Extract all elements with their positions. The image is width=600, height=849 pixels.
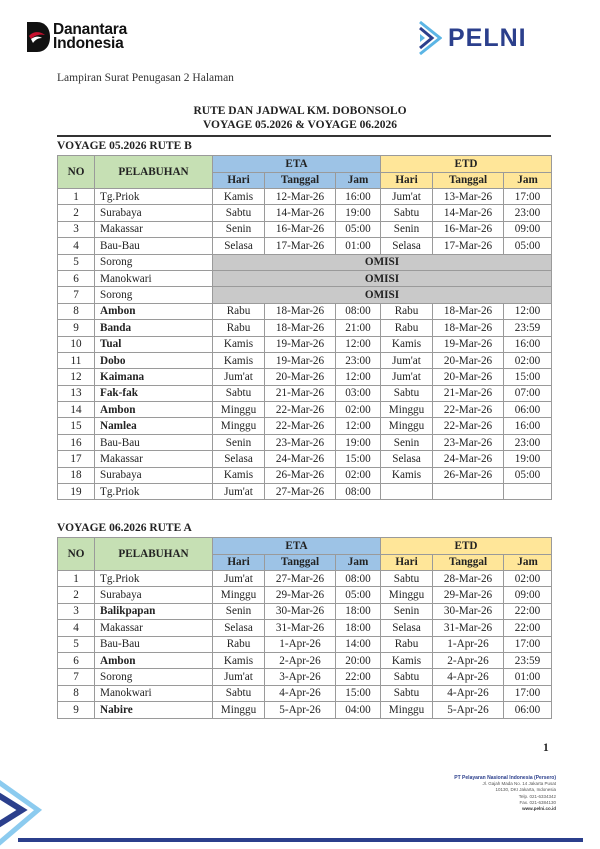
cell-etd-date: 4-Apr-26 [433,685,504,701]
cell-no: 13 [58,385,95,401]
table-row [58,254,552,270]
cell-port: Ambon [95,303,213,319]
table-row [58,336,552,352]
cell-etd-day: Minggu [381,418,433,434]
cell-etd-date: 1-Apr-26 [433,636,504,652]
cell-no: 9 [58,702,95,718]
cell-port: Bau-Bau [95,434,213,450]
table-row [58,484,552,500]
cell-etd-date: 23-Mar-26 [433,434,504,450]
document-title-line2: VOYAGE 05.2026 & VOYAGE 06.2026 [202,119,397,131]
col-header-eta-date: Tanggal [265,554,336,571]
cell-port: Tg.Priok [95,189,213,205]
cell-eta-date: 27-Mar-26 [265,571,336,587]
table-row [58,369,552,385]
cell-port: Makassar [95,451,213,467]
cell-eta-date: 30-Mar-26 [265,603,336,619]
cell-eta-time: 02:00 [336,467,381,483]
cell-etd-time: 02:00 [504,571,552,587]
cell-port: Manokwari [95,685,213,701]
table-row [58,270,552,286]
cell-port: Dobo [95,352,213,368]
document-title-line1: RUTE DAN JADWAL KM. DOBONSOLO [193,105,407,117]
cell-etd-time: 22:00 [504,603,552,619]
cell-eta-time: 18:00 [336,603,381,619]
cell-port: Sorong [95,669,213,685]
cell-eta-day: Kamis [213,336,265,352]
cell-etd-day: Senin [381,221,433,237]
cell-port: Tual [95,336,213,352]
cell-etd-day: Senin [381,603,433,619]
cell-eta-date: 19-Mar-26 [265,336,336,352]
cell-eta-date: 20-Mar-26 [265,369,336,385]
cell-etd-day: Minggu [381,402,433,418]
cell-no: 14 [58,402,95,418]
cell-etd-date: 17-Mar-26 [433,238,504,254]
cell-port: Makassar [95,221,213,237]
cell-etd-day: Jum'at [381,369,433,385]
cell-eta-day: Minggu [213,587,265,603]
cell-etd-time: 12:00 [504,303,552,319]
company-fax: Fax. 021-6384130 [519,799,556,805]
cell-eta-time: 05:00 [336,221,381,237]
cell-no: 4 [58,238,95,254]
voyage1-rows [58,189,552,500]
cell-omisi: OMISI [213,287,552,303]
table-row [58,702,552,718]
table-row [58,636,552,652]
col-header-eta-date: Tanggal [265,172,336,189]
cell-etd-day: Rabu [381,636,433,652]
col-header-etd: ETD [381,538,552,555]
cell-port: Tg.Priok [95,484,213,500]
cell-eta-day: Jum'at [213,669,265,685]
cell-port: Tg.Priok [95,571,213,587]
cell-eta-time: 02:00 [336,402,381,418]
col-header-eta-day: Hari [213,172,265,189]
cell-etd-time: 17:00 [504,189,552,205]
table-row [58,221,552,237]
cell-port: Ambon [95,402,213,418]
cell-etd-time: 17:00 [504,685,552,701]
table-row [58,669,552,685]
cell-eta-time: 22:00 [336,669,381,685]
voyage1-title: VOYAGE 05.2026 RUTE B [57,140,192,152]
cell-etd-time [504,484,552,500]
cell-etd-time: 15:00 [504,369,552,385]
cell-etd-date: 29-Mar-26 [433,587,504,603]
cell-eta-time: 15:00 [336,451,381,467]
cell-eta-date: 12-Mar-26 [265,189,336,205]
cell-eta-day: Rabu [213,320,265,336]
cell-eta-day: Rabu [213,303,265,319]
col-header-etd-time: Jam [504,172,552,189]
cell-port: Banda [95,320,213,336]
cell-no: 1 [58,571,95,587]
table-row [58,287,552,303]
cell-eta-day: Kamis [213,352,265,368]
company-address-block [454,775,556,812]
cell-etd-time: 19:00 [504,451,552,467]
cell-etd-time: 23:00 [504,434,552,450]
cell-eta-time: 18:00 [336,620,381,636]
cell-etd-time: 16:00 [504,336,552,352]
cell-etd-date: 5-Apr-26 [433,702,504,718]
cell-eta-time: 08:00 [336,571,381,587]
table-row [58,189,552,205]
col-header-etd-day: Hari [381,172,433,189]
cell-port: Nabire [95,702,213,718]
cell-etd-date: 14-Mar-26 [433,205,504,221]
cell-eta-day: Jum'at [213,484,265,500]
cell-etd-day: Minggu [381,587,433,603]
cell-etd-day: Jum'at [381,189,433,205]
col-header-eta-time: Jam [336,172,381,189]
cell-etd-day: Jum'at [381,352,433,368]
cell-etd-date: 22-Mar-26 [433,418,504,434]
cell-eta-day: Minggu [213,418,265,434]
cell-omisi: OMISI [213,254,552,270]
pelni-wordmark: PELNI [448,23,527,52]
voyage2-schedule-table [57,537,552,719]
cell-etd-time: 05:00 [504,467,552,483]
table-row [58,603,552,619]
cell-eta-day: Jum'at [213,369,265,385]
cell-eta-date: 21-Mar-26 [265,385,336,401]
voyage2-rows [58,571,552,719]
cell-port: Kaimana [95,369,213,385]
col-header-eta: ETA [213,156,381,173]
company-address-line2: 10130, DKI Jakarta, Indonesia [495,787,556,793]
cell-etd-time: 02:00 [504,352,552,368]
cell-etd-date: 4-Apr-26 [433,669,504,685]
cell-etd-time: 06:00 [504,702,552,718]
cell-etd-time: 06:00 [504,402,552,418]
cell-eta-day: Selasa [213,620,265,636]
cell-eta-time: 19:00 [336,434,381,450]
col-header-etd: ETD [381,156,552,173]
cell-etd-date: 13-Mar-26 [433,189,504,205]
cell-port: Namlea [95,418,213,434]
cell-no: 2 [58,205,95,221]
col-header-no: NO [58,156,95,189]
cell-eta-time: 21:00 [336,320,381,336]
cell-no: 15 [58,418,95,434]
table-row [58,685,552,701]
cell-etd-date: 18-Mar-26 [433,303,504,319]
company-phone: Telp. 021-6334342 [518,793,556,799]
cell-no: 5 [58,636,95,652]
cell-eta-date: 5-Apr-26 [265,702,336,718]
cell-eta-date: 24-Mar-26 [265,451,336,467]
cell-etd-time: 09:00 [504,587,552,603]
cell-port: Sorong [95,287,213,303]
danantara-logo-line1: Danantara [53,21,128,38]
cell-port: Bau-Bau [95,636,213,652]
cell-eta-time: 20:00 [336,652,381,668]
cell-etd-time: 01:00 [504,669,552,685]
cell-eta-day: Rabu [213,636,265,652]
cell-port: Ambon [95,652,213,668]
cell-etd-date: 22-Mar-26 [433,402,504,418]
cell-etd-day: Rabu [381,320,433,336]
cell-etd-date [433,484,504,500]
cell-etd-date: 30-Mar-26 [433,603,504,619]
cell-etd-time: 17:00 [504,636,552,652]
cell-eta-day: Minggu [213,402,265,418]
footer-bar [18,838,583,842]
cell-etd-day: Selasa [381,238,433,254]
col-header-etd-day: Hari [381,554,433,571]
danantara-mark-icon [27,22,50,52]
cell-etd-day: Sabtu [381,385,433,401]
cell-no: 11 [58,352,95,368]
cell-etd-date: 28-Mar-26 [433,571,504,587]
cell-eta-date: 19-Mar-26 [265,352,336,368]
cell-eta-day: Kamis [213,467,265,483]
table-row [58,451,552,467]
cell-port: Manokwari [95,270,213,286]
cell-no: 19 [58,484,95,500]
cell-etd-day: Sabtu [381,205,433,221]
company-website-link[interactable]: www.pelni.co.id [522,806,556,812]
table-row [58,620,552,636]
table-row [58,320,552,336]
cell-etd-date: 24-Mar-26 [433,451,504,467]
cell-no: 3 [58,603,95,619]
cell-eta-time: 08:00 [336,303,381,319]
cell-no: 18 [58,467,95,483]
table-row [58,434,552,450]
table-row [58,303,552,319]
cell-eta-time: 08:00 [336,484,381,500]
cell-eta-day: Jum'at [213,571,265,587]
cell-port: Surabaya [95,587,213,603]
cell-eta-day: Sabtu [213,205,265,221]
cell-etd-day: Selasa [381,451,433,467]
cell-etd-time: 07:00 [504,385,552,401]
cell-eta-date: 26-Mar-26 [265,467,336,483]
cell-no: 1 [58,189,95,205]
cell-etd-date: 16-Mar-26 [433,221,504,237]
cell-eta-time: 12:00 [336,418,381,434]
cell-no: 12 [58,369,95,385]
table-row [58,402,552,418]
cell-port: Fak-fak [95,385,213,401]
cell-no: 7 [58,287,95,303]
table-row [58,587,552,603]
table-row [58,352,552,368]
cell-eta-time: 19:00 [336,205,381,221]
table-row [58,205,552,221]
table-row [58,238,552,254]
danantara-logo-line2: Indonesia [53,35,124,52]
col-header-eta: ETA [213,538,381,555]
cell-eta-date: 2-Apr-26 [265,652,336,668]
cell-port: Makassar [95,620,213,636]
cell-port: Surabaya [95,205,213,221]
cell-etd-day: Kamis [381,467,433,483]
cell-etd-day: Rabu [381,303,433,319]
cell-etd-day: Sabtu [381,669,433,685]
cell-no: 8 [58,685,95,701]
cell-eta-date: 3-Apr-26 [265,669,336,685]
cell-eta-time: 16:00 [336,189,381,205]
cell-no: 17 [58,451,95,467]
cell-eta-day: Selasa [213,451,265,467]
cell-etd-time: 22:00 [504,620,552,636]
cell-omisi: OMISI [213,270,552,286]
cell-eta-date: 29-Mar-26 [265,587,336,603]
cell-port: Surabaya [95,467,213,483]
cell-port: Sorong [95,254,213,270]
col-header-port: PELABUHAN [95,538,213,571]
col-header-no: NO [58,538,95,571]
cell-eta-date: 18-Mar-26 [265,320,336,336]
cell-eta-day: Sabtu [213,685,265,701]
col-header-etd-time: Jam [504,554,552,571]
cell-eta-time: 01:00 [336,238,381,254]
cell-etd-date: 21-Mar-26 [433,385,504,401]
cell-etd-day: Senin [381,434,433,450]
cell-port: Bau-Bau [95,238,213,254]
cell-eta-date: 1-Apr-26 [265,636,336,652]
cell-no: 3 [58,221,95,237]
cell-etd-date: 26-Mar-26 [433,467,504,483]
cell-eta-date: 14-Mar-26 [265,205,336,221]
cell-eta-day: Minggu [213,702,265,718]
cell-eta-date: 31-Mar-26 [265,620,336,636]
cell-etd-date: 19-Mar-26 [433,336,504,352]
page-number: 1 [543,742,549,754]
cell-no: 8 [58,303,95,319]
table-row [58,571,552,587]
cell-etd-time: 09:00 [504,221,552,237]
cell-eta-time: 12:00 [336,369,381,385]
cell-port: Balikpapan [95,603,213,619]
cell-eta-time: 12:00 [336,336,381,352]
table-row [58,467,552,483]
col-header-eta-time: Jam [336,554,381,571]
cell-no: 5 [58,254,95,270]
cell-etd-time: 23:59 [504,652,552,668]
cell-eta-time: 05:00 [336,587,381,603]
cell-eta-time: 23:00 [336,352,381,368]
cell-etd-day: Sabtu [381,571,433,587]
cell-eta-day: Kamis [213,652,265,668]
cell-eta-day: Kamis [213,189,265,205]
cell-etd-time: 23:00 [504,205,552,221]
cell-etd-day: Kamis [381,652,433,668]
cell-etd-day: Selasa [381,620,433,636]
cell-eta-day: Senin [213,221,265,237]
cell-eta-time: 03:00 [336,385,381,401]
document-title [0,104,600,132]
cell-eta-date: 16-Mar-26 [265,221,336,237]
cell-eta-date: 22-Mar-26 [265,402,336,418]
danantara-logo [27,22,127,52]
cell-no: 4 [58,620,95,636]
cell-eta-day: Selasa [213,238,265,254]
company-address-line1: Jl. Gajah Mada No. 14 Jakarta Pusat [482,781,556,787]
col-header-etd-date: Tanggal [433,172,504,189]
cell-etd-day: Minggu [381,702,433,718]
cell-eta-date: 23-Mar-26 [265,434,336,450]
attachment-note: Lampiran Surat Penugasan 2 Halaman [57,72,234,84]
company-name: PT Pelayaran Nasional Indonesia (Persero) [454,775,556,781]
cell-eta-date: 27-Mar-26 [265,484,336,500]
cell-etd-date: 20-Mar-26 [433,352,504,368]
cell-eta-day: Sabtu [213,385,265,401]
cell-eta-day: Senin [213,434,265,450]
cell-eta-time: 04:00 [336,702,381,718]
cell-eta-date: 4-Apr-26 [265,685,336,701]
cell-eta-date: 22-Mar-26 [265,418,336,434]
cell-no: 6 [58,652,95,668]
voyage1-schedule-table [57,155,552,500]
table-row [58,652,552,668]
cell-eta-time: 14:00 [336,636,381,652]
table-row [58,418,552,434]
pelni-chevron-icon [418,20,442,56]
cell-etd-date: 31-Mar-26 [433,620,504,636]
table-row [58,385,552,401]
title-divider [57,135,551,137]
cell-no: 7 [58,669,95,685]
cell-eta-day: Senin [213,603,265,619]
cell-no: 6 [58,270,95,286]
voyage2-title: VOYAGE 06.2026 RUTE A [57,522,192,534]
col-header-eta-day: Hari [213,554,265,571]
cell-no: 16 [58,434,95,450]
cell-eta-date: 18-Mar-26 [265,303,336,319]
cell-etd-day [381,484,433,500]
cell-etd-time: 23:59 [504,320,552,336]
cell-etd-time: 16:00 [504,418,552,434]
cell-etd-date: 2-Apr-26 [433,652,504,668]
cell-etd-date: 18-Mar-26 [433,320,504,336]
cell-etd-day: Kamis [381,336,433,352]
cell-no: 9 [58,320,95,336]
cell-no: 2 [58,587,95,603]
cell-etd-time: 05:00 [504,238,552,254]
pelni-logo [418,20,527,56]
cell-eta-date: 17-Mar-26 [265,238,336,254]
col-header-etd-date: Tanggal [433,554,504,571]
col-header-port: PELABUHAN [95,156,213,189]
cell-no: 10 [58,336,95,352]
cell-etd-date: 20-Mar-26 [433,369,504,385]
cell-eta-time: 15:00 [336,685,381,701]
cell-etd-day: Sabtu [381,685,433,701]
